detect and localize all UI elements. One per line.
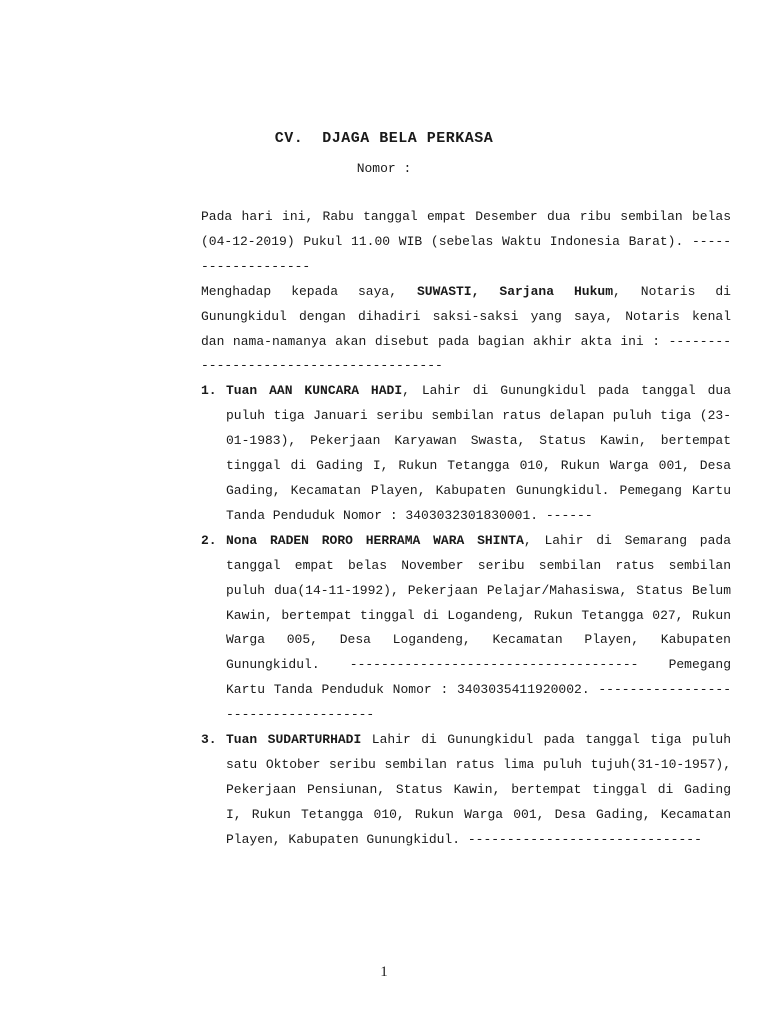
appearance-paragraph [201,280,731,380]
item-number: 2. [201,532,217,548]
number-label: Nomor : [356,161,412,176]
person-item-1 [201,379,731,528]
appearance-text-start: Menghadap kepada saya, [201,283,417,299]
opening-text: Pada hari ini, Rabu tanggal empat Desember dua ribu sembilan belas (04-12-2019) Pukul 11.00 WIB (sebelas Waktu Indonesia Barat). ------------------- [201,209,731,274]
person-name: Nona RADEN RORO HERRAMA WARA SHINTA [226,532,524,548]
person-item-2 [201,529,731,728]
person-name: Tuan AAN KUNCARA HADI [226,383,403,399]
person-item-3 [201,728,731,853]
person-details: Lahir di Gunungkidul pada tanggal tiga puluh satu Oktober seribu sembilan ratus lima puluh tujuh(31-10-1957), Pekerjaan Pensiunan, Status Kawin, bertempat tinggal di Gading I, Rukun Tetangga 010, Rukun Warga 001, Desa Gading, Kecamatan Playen, Kabupaten Gunungkidul. ------------------------------ [226,732,732,847]
appearance-text-end: , Notaris di Gunungkidul dengan dihadiri saksi-saksi yang saya, Notaris kenal dan nama-namanya akan disebut pada bagian akhir akta ini : --------------------------------------- [201,283,731,374]
page-number: 1 [380,964,388,980]
opening-paragraph [201,205,731,280]
deed-body [201,205,731,853]
person-details: , Lahir di Semarang pada tanggal empat belas November seribu sembilan ratus sembilan puluh dua(14-11-1992), Pekerjaan Pelajar/Mahasiswa, Status Belum Kawin, bertempat tinggal di Logandeng, Rukun Tetangga 027, Rukun Warga 005, Desa Logandeng, Kecamatan Playen, Kabupaten Gunungkidul. ------------------------------------- Pemegang Kartu Tanda Penduduk Nomor : 3403035411920002. ------------------------------------ [226,532,731,723]
person-name: Tuan SUDARTURHADI [226,732,362,748]
company-title: CV. DJAGA BELA PERKASA [274,130,494,147]
person-details: , Lahir di Gunungkidul pada tanggal dua puluh tiga Januari seribu sembilan ratus delapan puluh tiga (23-01-1983), Pekerjaan Karyawan Swasta, Status Kawin, bertempat tinggal di Gading I, Rukun Tetangga 010, Rukun Warga 001, Desa Gading, Kecamatan Playen, Kabupaten Gunungkidul. Pemegang Kartu Tanda Penduduk Nomor : 3403032301830001. ------ [226,383,732,523]
item-number: 1. [201,383,217,399]
notary-name: SUWASTI, Sarjana Hukum [417,283,613,299]
item-number: 3. [201,732,217,748]
